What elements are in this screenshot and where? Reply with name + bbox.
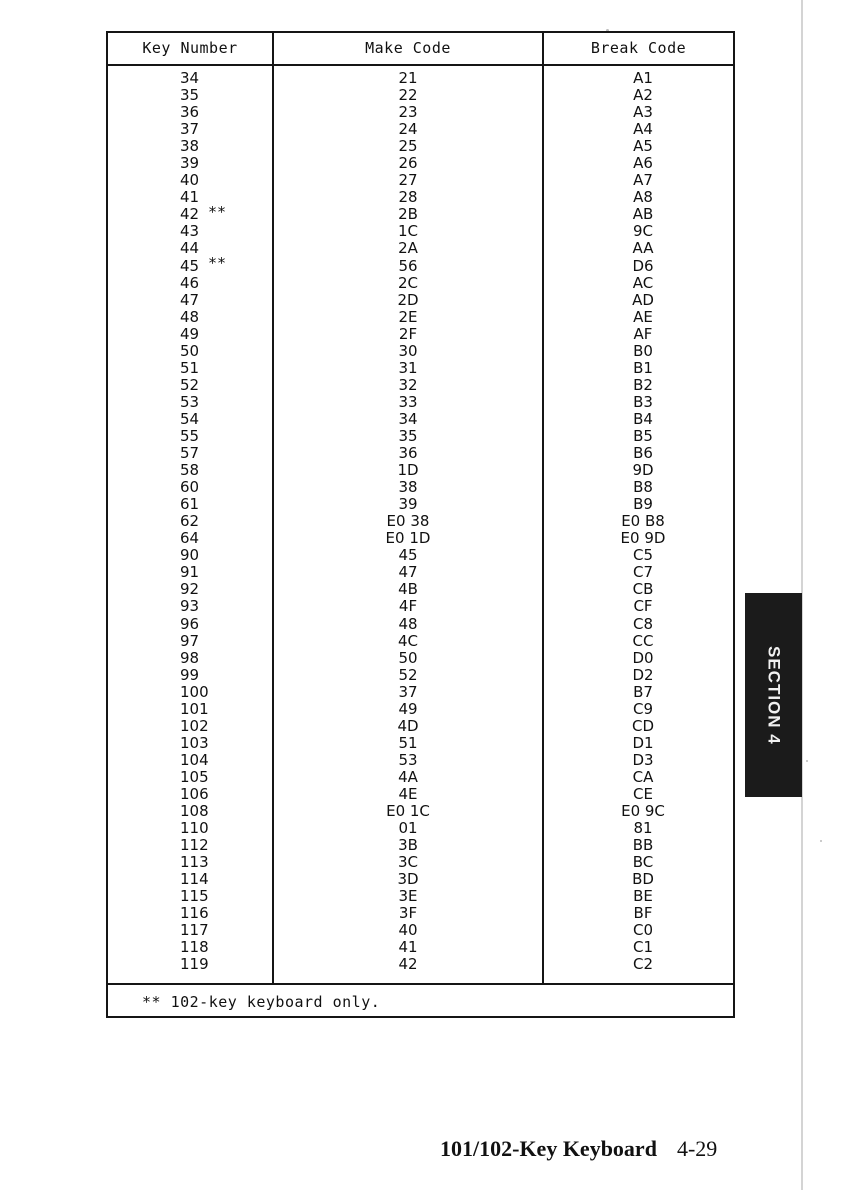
make-code-cell: 38 <box>398 478 418 497</box>
make-code-cell: 42 <box>398 955 418 974</box>
key-number-cell: 35 <box>180 86 200 105</box>
footnote-divider <box>108 983 733 985</box>
make-code-cell: 3B <box>398 836 418 855</box>
break-code-cell: A7 <box>633 171 653 190</box>
break-code-cell: AF <box>633 324 653 343</box>
break-code-cell: E0 B8 <box>621 512 665 531</box>
break-code-cell: BE <box>633 887 653 906</box>
key-number-cell: 57 <box>180 444 200 463</box>
make-code-cell: 28 <box>398 188 418 207</box>
break-code-cell: BF <box>633 904 653 923</box>
key-number-cell: 118 <box>180 938 209 957</box>
make-code-cell: 4F <box>398 597 418 616</box>
break-code-cell: AA <box>632 239 654 258</box>
break-code-cell: C9 <box>632 699 654 718</box>
key-number-cell: 60 <box>180 478 200 497</box>
scan-speck <box>806 760 808 762</box>
make-code-cell: 22 <box>398 86 418 105</box>
key-number-cell: 62 <box>180 512 200 531</box>
key-number-cell: 40 <box>180 171 200 190</box>
key-number-cell: 105 <box>180 767 209 786</box>
break-code-cell: D2 <box>632 665 654 684</box>
make-code-cell: 51 <box>398 733 418 752</box>
break-code-cell: B5 <box>633 426 653 445</box>
break-code-cell: AD <box>632 290 654 309</box>
make-code-cell: 3C <box>397 853 419 872</box>
make-code-cell: 1C <box>397 222 419 241</box>
break-code-cell: BC <box>632 853 654 872</box>
make-code-cell: E0 1C <box>386 802 430 821</box>
key-number-cell: 112 <box>180 836 209 855</box>
key-number-cell: 101 <box>180 699 209 718</box>
break-code-cell: C2 <box>632 955 654 974</box>
break-code-cell: CD <box>631 716 655 735</box>
key-number-cell: 115 <box>180 887 209 906</box>
make-code-cell: 21 <box>398 69 418 87</box>
break-code-cell: C0 <box>632 921 654 940</box>
make-code-cell: 49 <box>398 699 418 718</box>
key-number-cell: 90 <box>180 546 200 565</box>
break-code-cell: B9 <box>633 495 653 514</box>
key-number-cell: 46 <box>180 273 200 292</box>
key-number-cell: 58 <box>180 461 200 480</box>
key-number-cell: 116 <box>180 904 209 923</box>
key-number-cell: 44 <box>180 239 200 258</box>
make-code-cell: 2C <box>397 273 419 292</box>
make-code-cell: 4D <box>397 716 419 735</box>
make-code-cell: 32 <box>398 375 418 394</box>
key-number-cell: 47 <box>180 290 200 309</box>
make-code-cell: 4E <box>398 784 418 803</box>
break-code-cell: B6 <box>633 444 653 463</box>
break-code-cell: CE <box>633 784 653 803</box>
key-number-cell: 103 <box>180 733 209 752</box>
make-code-cell: 27 <box>398 171 418 190</box>
break-code-cell: C8 <box>632 614 654 633</box>
make-code-cell: 3D <box>397 870 419 889</box>
break-code-cell: C1 <box>632 938 654 957</box>
make-code-cell: 45 <box>398 546 418 565</box>
break-code-cell: CC <box>632 631 654 650</box>
key-number-cell: 42 <box>180 205 200 224</box>
make-code-cell: 4C <box>397 631 419 650</box>
break-code-cell: B4 <box>633 409 653 428</box>
key-number-cell: 38 <box>180 137 200 156</box>
make-code-cell: 47 <box>398 563 418 582</box>
break-code-cell: AC <box>632 273 654 292</box>
key-number-cell: 92 <box>180 580 200 599</box>
key-number-cell: 114 <box>180 870 209 889</box>
break-code-cell: A1 <box>633 69 653 87</box>
break-code-cell: D3 <box>632 750 654 769</box>
key-number-cell: 117 <box>180 921 209 940</box>
break-code-cell: A4 <box>633 120 653 139</box>
page-number: 4-29 <box>676 1136 718 1161</box>
make-code-cell: 3F <box>398 904 418 923</box>
break-code-cell: A3 <box>633 103 653 122</box>
key-number-cell: 39 <box>180 154 200 173</box>
make-code-cell: 36 <box>398 444 418 463</box>
make-code-cell: 53 <box>398 750 418 769</box>
break-code-column <box>578 70 708 973</box>
break-code-cell: A2 <box>633 86 653 105</box>
key-number-cell: 93 <box>180 597 200 616</box>
make-code-cell: 25 <box>398 137 418 156</box>
section-tab <box>745 593 802 797</box>
key-number-cell: 102 <box>180 716 209 735</box>
key-number-cell: 51 <box>180 358 200 377</box>
key-number-cell: 119 <box>180 955 209 974</box>
running-footer <box>440 1136 740 1162</box>
break-code-cell: BB <box>632 836 654 855</box>
key-number-cell: 48 <box>180 307 200 326</box>
key-number-cell: 41 <box>180 188 200 207</box>
make-code-cell: 37 <box>398 682 418 701</box>
header-divider <box>108 64 733 66</box>
make-code-cell: 01 <box>398 819 418 838</box>
break-code-cell: B7 <box>633 682 653 701</box>
break-code-cell: A8 <box>633 188 653 207</box>
make-code-cell: 4A <box>398 767 418 786</box>
key-number-cell: 99 <box>180 665 200 684</box>
make-code-cell: 2F <box>398 324 418 343</box>
make-code-cell: 26 <box>398 154 418 173</box>
break-code-cell: C5 <box>632 546 654 565</box>
footer-title: 101/102-Key Keyboard <box>440 1136 657 1161</box>
section-tab-label: SECTION 4 <box>764 645 784 745</box>
header-key-number: Key Number <box>142 39 238 57</box>
break-code-cell: 81 <box>633 819 653 838</box>
make-code-cell: 34 <box>398 409 418 428</box>
header-make-code: Make Code <box>365 39 451 57</box>
break-code-cell: BD <box>632 870 654 889</box>
key-number-cell: 43 <box>180 222 200 241</box>
break-code-cell: B0 <box>633 341 653 360</box>
break-code-cell: CB <box>632 580 654 599</box>
key-number-cell: 96 <box>180 614 200 633</box>
break-code-cell: B2 <box>633 375 653 394</box>
make-code-cell: 4B <box>398 580 418 599</box>
make-code-cell: 2A <box>398 239 418 258</box>
make-code-cell: 31 <box>398 358 418 377</box>
break-code-cell: B1 <box>633 358 653 377</box>
key-number-cell: 106 <box>180 784 209 803</box>
make-code-cell: 24 <box>398 120 418 139</box>
key-number-cell: 104 <box>180 750 209 769</box>
make-code-cell: 2E <box>398 307 418 326</box>
key-number-cell: 55 <box>180 426 200 445</box>
break-code-cell: A6 <box>633 154 653 173</box>
key-number-cell: 61 <box>180 495 200 514</box>
break-code-cell: E0 9C <box>621 802 665 821</box>
make-code-cell: 30 <box>398 341 418 360</box>
key-number-cell: 64 <box>180 529 200 548</box>
key-number-cell: 91 <box>180 563 200 582</box>
make-code-cell: 56 <box>398 256 418 275</box>
footnote-marker: ** <box>208 203 227 221</box>
make-code-cell: E0 1D <box>385 529 431 548</box>
column-divider <box>542 33 544 983</box>
break-code-cell: CA <box>632 767 654 786</box>
key-number-cell: 36 <box>180 103 200 122</box>
break-code-cell: A5 <box>633 137 653 156</box>
footnote-marker: ** <box>208 254 227 272</box>
key-number-cell: 100 <box>180 682 209 701</box>
break-code-cell: AB <box>632 205 654 224</box>
make-code-cell: 35 <box>398 426 418 445</box>
make-code-cell: 33 <box>398 392 418 411</box>
make-code-cell: 2D <box>397 290 419 309</box>
table-footnote: ** 102-key keyboard only. <box>142 993 381 1011</box>
key-number-cell: 45 <box>180 256 200 275</box>
make-code-cell: 39 <box>398 495 418 514</box>
make-code-cell: 48 <box>398 614 418 633</box>
key-number-cell: 52 <box>180 375 200 394</box>
break-code-cell: C7 <box>632 563 654 582</box>
break-code-cell: AE <box>633 307 653 326</box>
make-code-cell: E0 38 <box>386 512 430 531</box>
make-code-cell: 41 <box>398 938 418 957</box>
make-code-column <box>338 70 478 973</box>
key-number-cell: 110 <box>180 819 209 838</box>
key-number-cell: 98 <box>180 648 200 667</box>
scan-speck <box>820 840 822 842</box>
break-code-cell: B8 <box>633 478 653 497</box>
make-code-cell: 40 <box>398 921 418 940</box>
break-code-cell: D0 <box>632 648 654 667</box>
break-code-cell: 9C <box>632 222 654 241</box>
column-divider <box>272 33 274 983</box>
make-code-cell: 1D <box>397 461 419 480</box>
break-code-cell: E0 9D <box>620 529 666 548</box>
key-number-cell: 50 <box>180 341 200 360</box>
break-code-cell: D1 <box>632 733 654 752</box>
key-number-cell: 113 <box>180 853 209 872</box>
scan-code-table <box>106 31 735 1018</box>
break-code-cell: 9D <box>632 461 654 480</box>
key-number-cell: 97 <box>180 631 200 650</box>
key-number-cell: 53 <box>180 392 200 411</box>
key-number-cell: 108 <box>180 802 209 821</box>
make-code-cell: 23 <box>398 103 418 122</box>
key-number-cell: 54 <box>180 409 200 428</box>
break-code-cell: D6 <box>632 256 654 275</box>
header-break-code: Break Code <box>590 39 687 57</box>
key-number-cell: 49 <box>180 324 200 343</box>
key-number-cell: 34 <box>180 69 200 87</box>
break-code-cell: B3 <box>633 392 653 411</box>
make-code-cell: 3E <box>398 887 418 906</box>
make-code-cell: 52 <box>398 665 418 684</box>
break-code-cell: CF <box>633 597 653 616</box>
key-number-cell: 37 <box>180 120 200 139</box>
make-code-cell: 50 <box>398 648 418 667</box>
make-code-cell: 2B <box>398 205 418 224</box>
